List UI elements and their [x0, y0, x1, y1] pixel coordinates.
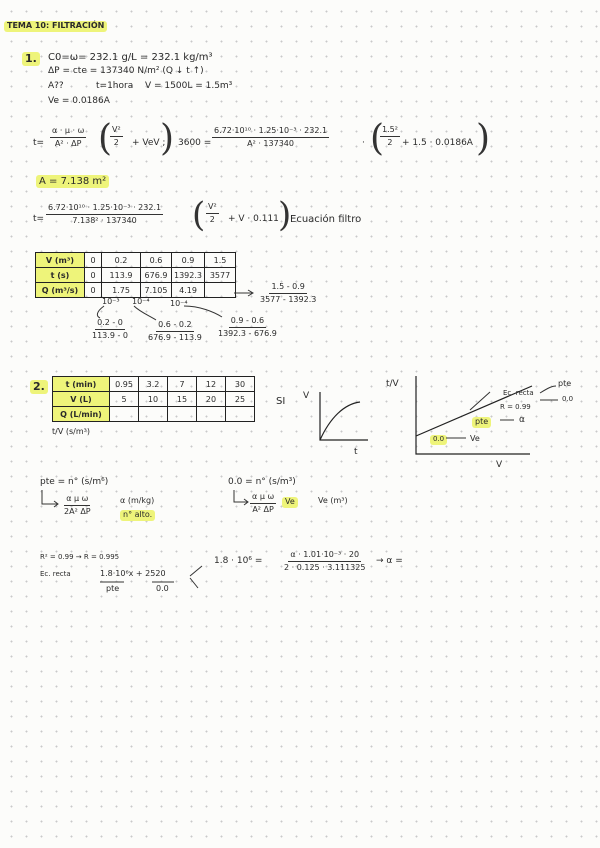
exponent-1: 10⁻³	[102, 297, 120, 306]
eq1-fraction	[50, 126, 86, 149]
pte-units: α (m/kg)	[120, 496, 155, 505]
intercept-denominator: A² ΔP	[252, 505, 274, 514]
eq2-numerator: 6.72·10¹⁰ · 1.25·10⁻³ · 232.1	[46, 203, 163, 215]
graph-1-xlabel: t	[354, 447, 358, 457]
table-cell: 0	[85, 283, 102, 298]
p1-data-line-2: ΔP = cte = 137340 N/m² (Q ↓ t ↑)	[48, 66, 204, 76]
problem-1-number: 1.	[22, 52, 40, 66]
final-tail: → α =	[376, 556, 403, 566]
arrow-to-final-up	[190, 566, 202, 576]
eq1-inner-numerator: V²	[110, 125, 123, 137]
eq2-tail: + V · 0.111	[228, 214, 279, 224]
calc-2-numerator: 0.6 - 0.2	[156, 320, 193, 332]
table-cell	[139, 407, 168, 422]
graph-2-label-ve: Ve	[470, 434, 480, 443]
graph-1-ylabel: V	[303, 391, 310, 401]
table-cell: 0.6	[141, 253, 172, 268]
table-cell: 20	[197, 392, 226, 407]
graph-2-label-recta: Ec. recta	[503, 389, 534, 397]
pte-denominator: 2A² ΔP	[64, 507, 91, 516]
si-label: SI	[276, 396, 286, 407]
table-cell: 113.9	[102, 268, 141, 283]
exponent-2: 10⁻⁴	[132, 297, 150, 306]
page-title: TEMA 10: FILTRACIÓN	[4, 21, 107, 32]
table-v-t-q	[35, 252, 236, 298]
table-cell: 7	[168, 377, 197, 392]
calc-1-fraction	[90, 318, 130, 341]
eq1-close-paren: )	[160, 118, 175, 159]
ecrecta-den-b: 0.0	[156, 584, 169, 593]
p1-data-line-3b: t=1hora	[96, 81, 134, 91]
table-t-v-q	[52, 376, 255, 422]
table-cell: 3577	[205, 268, 236, 283]
pte-fraction	[62, 494, 93, 517]
pte-numerator: α μ ω	[64, 494, 90, 506]
ecrecta-label: Ec. recta	[40, 570, 71, 578]
table-cell: 0	[85, 253, 102, 268]
eq2-open-paren: (	[192, 195, 206, 235]
eq1-lhs: t=	[33, 138, 45, 148]
graph-2-label-pte: pte	[472, 417, 491, 428]
table-row-qlmin	[53, 407, 255, 422]
eq1-rhs-lead: 3600 =	[178, 138, 212, 148]
arrow-to-final-down	[190, 578, 198, 588]
intercept-units: Ve (m³)	[318, 496, 348, 505]
table-cell: 30	[226, 377, 255, 392]
arrow-intercept	[234, 490, 248, 502]
eq1-rhs-close-paren: )	[476, 118, 491, 159]
final-lhs: 1.8 · 10⁶ =	[214, 556, 263, 566]
side-calc-numerator: 1.5 - 0.9	[269, 282, 306, 294]
graph-2-label-r2: R = 0.99	[500, 403, 531, 411]
eq1-tail: + VeV ;	[132, 138, 166, 148]
table-cell: 25	[226, 392, 255, 407]
graph-2-ylabel: t/V	[386, 379, 399, 389]
table-row-v	[36, 253, 236, 268]
eq1-rhs-inner-fraction	[380, 125, 400, 148]
eq1-rhs-fraction	[212, 126, 329, 149]
exponent-3: 10⁻⁴	[170, 299, 188, 308]
eq1-rhs-dot: ·	[362, 138, 365, 148]
table-cell: 1.5	[205, 253, 236, 268]
area-result: A = 7.138 m²	[36, 175, 109, 188]
table-cell	[226, 407, 255, 422]
final-numerator: α · 1.01·10⁻³ · 20	[288, 550, 361, 562]
table-cell: 5	[110, 392, 139, 407]
table-cell: Q (L/min)	[53, 407, 110, 422]
intercept-numerator: α μ ω	[250, 492, 276, 504]
eq1-rhs-tail: + 1.5 · 0.0186A	[402, 138, 473, 148]
final-fraction	[282, 550, 367, 573]
calc-2-fraction	[146, 320, 204, 343]
eq2-denominator: 7.138² · 137340	[72, 216, 137, 225]
eq1-inner-denominator: 2	[113, 138, 119, 147]
eq1-rhs-inner-numerator: 1.5²	[380, 125, 400, 137]
side-calc-denominator: 3577 - 1392.3	[260, 295, 317, 304]
graph-2-right-pte: pte	[558, 379, 572, 388]
table-cell: 7.105	[141, 283, 172, 298]
side-calc-fraction	[258, 282, 318, 305]
eq1-rhs-inner-denominator: 2	[387, 138, 393, 147]
eq1-open-paren: (	[98, 118, 113, 159]
calc-2-denominator: 676.9 - 113.9	[148, 333, 202, 342]
p1-data-line-4: Ve = 0.0186A	[48, 96, 110, 106]
table-row-vl	[53, 392, 255, 407]
intercept-ve: Ve	[282, 497, 298, 508]
eq1-denominator: A² · ΔP	[54, 139, 82, 148]
arrow-calc-1	[97, 306, 104, 318]
table-cell: 4.19	[172, 283, 205, 298]
table-cell: 12	[197, 377, 226, 392]
table-cell: 10	[139, 392, 168, 407]
table-cell: 676.9	[141, 268, 172, 283]
pte-note: n° alto.	[120, 510, 155, 521]
graph-2-xlabel: V	[496, 460, 503, 470]
ecrecta-den-a: pte	[106, 584, 120, 593]
p1-data-line-3a: A??	[48, 81, 64, 91]
graph-2-label-alpha: α	[519, 415, 525, 425]
problem-2-number: 2.	[30, 380, 48, 394]
table-cell: t (s)	[36, 268, 85, 283]
calc-1-numerator: 0.2 - 0	[95, 318, 125, 330]
eq2-lhs: t=	[33, 214, 45, 224]
table-cell: 0.2	[102, 253, 141, 268]
eq2-label: Ecuación filtro	[290, 214, 362, 225]
graph-2-right-00: 0.0	[562, 395, 574, 403]
graph-2-arrow-pte	[540, 386, 556, 393]
graph-2-label-intercept: 0.0	[430, 435, 447, 445]
r2-line: R² = 0.99 → R = 0.995	[40, 553, 120, 561]
table-cell: V (L)	[53, 392, 110, 407]
calc-3-numerator: 0.9 - 0.6	[229, 316, 266, 328]
p1-data-line-1: C0=ω= 232.1 g/L = 232.1 kg/m³	[48, 52, 213, 63]
intercept-fraction	[250, 492, 276, 515]
table-extra-label: t/V (s/m³)	[52, 427, 90, 436]
table-row-tmin	[53, 377, 255, 392]
eq2-inner-numerator: V²	[206, 202, 219, 214]
table-row-q	[36, 283, 236, 298]
table-cell: 1392.3	[172, 268, 205, 283]
eq1-inner-fraction	[110, 125, 123, 148]
table-cell	[205, 283, 236, 298]
p1-data-line-3c: V = 1500L = 1.5m³	[145, 81, 233, 91]
table-cell: Q (m³/s)	[36, 283, 85, 298]
table-cell: 15	[168, 392, 197, 407]
eq1-rhs-numerator: 6.72·10¹⁰ · 1.25·10⁻³ · 232.1	[212, 126, 329, 138]
table-cell: 1.75	[102, 283, 141, 298]
graph-v-vs-t	[316, 392, 376, 452]
table-cell	[197, 407, 226, 422]
arrow-pte	[42, 490, 58, 504]
eq2-inner-denominator: 2	[209, 215, 215, 224]
table-cell	[110, 407, 139, 422]
table-cell: 0.9	[172, 253, 205, 268]
table-cell: V (m³)	[36, 253, 85, 268]
pte-equation: pte = n° (s/m⁶)	[40, 477, 109, 487]
eq2-inner-fraction	[206, 202, 219, 225]
final-denominator: 2 · 0.125 · 3.111325	[284, 563, 366, 572]
calc-3-denominator: 1392.3 - 676.9	[218, 329, 277, 338]
eq1-rhs-open-paren: (	[370, 118, 385, 159]
calc-1-denominator: 113.9 - 0	[92, 331, 128, 340]
eq2-close-paren: )	[278, 195, 292, 235]
calc-3-fraction	[216, 316, 279, 339]
intercept-equation: 0.0 = n° (s/m³)	[228, 477, 296, 487]
ecrecta-equation: 1.8·10⁶x + 2520	[100, 569, 166, 578]
table-cell: 0	[85, 268, 102, 283]
table-cell: 3.2	[139, 377, 168, 392]
eq2-fraction	[46, 203, 163, 226]
table-cell: t (min)	[53, 377, 110, 392]
table-row-t	[36, 268, 236, 283]
table-cell: 0.95	[110, 377, 139, 392]
table-cell	[168, 407, 197, 422]
eq1-rhs-denominator: A² · 137340	[247, 139, 294, 148]
arrow-calc-2	[134, 306, 156, 320]
eq1-numerator: α · μ · ω	[50, 126, 86, 138]
